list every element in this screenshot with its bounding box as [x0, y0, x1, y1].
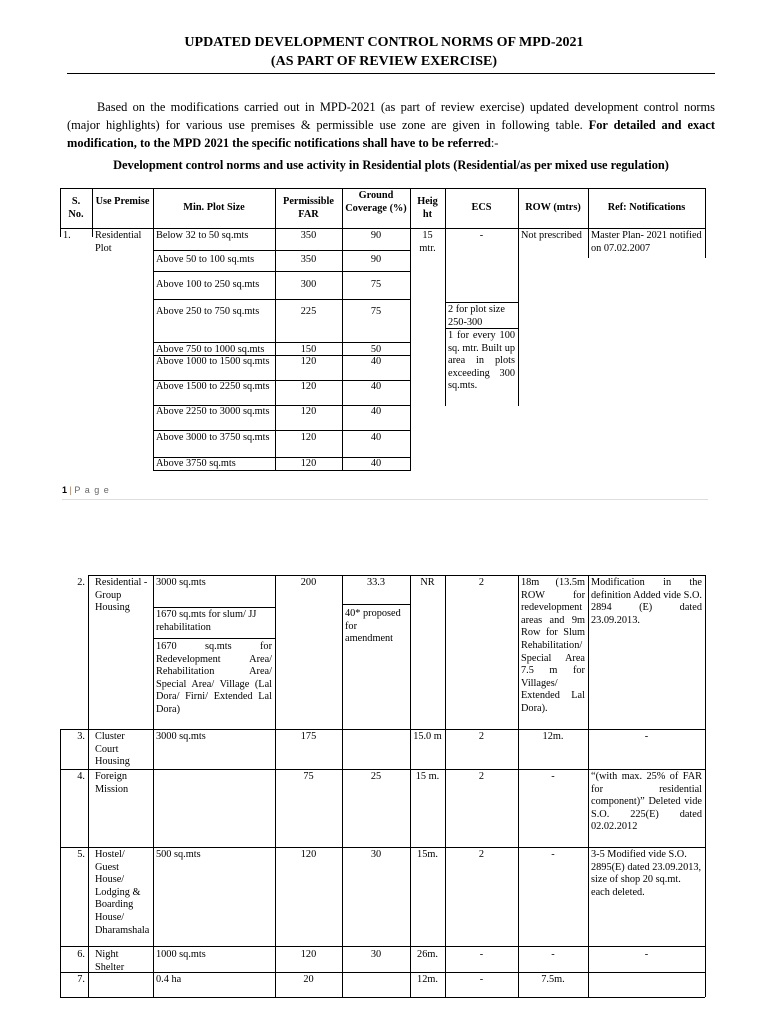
row3-use: Cluster Court Housing: [95, 731, 130, 768]
row1-far-4: 225: [300, 306, 317, 317]
row1-gc-8: 40: [370, 406, 382, 417]
row4-ref: “(with max. 25% of FAR for residential component)” Deleted vide S.O. 225(E) dated 02.02.2012: [591, 771, 702, 833]
row4-ecs: 2: [478, 771, 485, 782]
row1-far-9: 120: [300, 432, 317, 443]
row5-row: -: [551, 849, 555, 860]
row7-ref: [588, 973, 705, 975]
header-height: Heig ht: [417, 196, 438, 220]
row1-gc-9: 40: [370, 432, 382, 443]
row1-gc-1: 90: [370, 230, 382, 241]
row2-row: 18m (13.5m ROW for redevelopment areas and 9m Row for Slum Rehabilitation/ Special Area 7.5 m for Villages/ Extended Lal Dora).: [521, 577, 585, 714]
row7-use: [92, 973, 153, 975]
row1-plot-5: Above 750 to 1000 sq.mts: [156, 344, 265, 355]
row3-sno: 3.: [77, 731, 85, 742]
row7-height: 12m.: [417, 974, 438, 985]
row3-height: 15.0 m: [413, 731, 442, 742]
row1-row: Not prescribed: [521, 230, 582, 241]
row7-far: 20: [303, 974, 314, 985]
row4-sno: 4.: [77, 771, 85, 782]
page-footer: 1 | P a g e: [62, 485, 110, 495]
table-heading: Development control norms and use activity in Residential plots (Residential/as per mixed use regulation): [113, 158, 669, 172]
row4-height: 15 m.: [415, 771, 440, 782]
row1-sno: 1.: [63, 230, 71, 241]
row6-ecs: -: [479, 949, 484, 960]
row4-far: 75: [303, 771, 314, 782]
header-ref: Ref: Notifications: [607, 202, 686, 213]
row2-height: NR: [420, 577, 435, 588]
row3-row: 12m.: [542, 731, 564, 742]
header-far: Permissible FAR: [283, 196, 334, 220]
page-title: UPDATED DEVELOPMENT CONTROL NORMS OF MPD-2021: [184, 35, 584, 50]
row5-ref: 3-5 Modified vide S.O. 2895(E) dated 23.09.2013, size of shop 20 sq.mt. each deleted.: [591, 849, 702, 898]
row6-gc: 30: [370, 949, 382, 960]
row1-plot-8: Above 2250 to 3000 sq.mts: [156, 406, 270, 417]
row6-far: 120: [300, 949, 317, 960]
row4-gc: 25: [370, 771, 382, 782]
row2-plot-1: 3000 sq.mts: [156, 577, 206, 588]
row1-ecs-built-up: 1 for every 100 sq. mtr. Built up area in plots exceeding 300 sq.mts.: [448, 330, 515, 392]
row3-ref: -: [644, 731, 649, 742]
header-use-premise: Use Premise: [95, 196, 150, 207]
row7-gc: [342, 973, 410, 975]
row1-gc-3: 75: [370, 279, 382, 290]
row1-far-5: 150: [300, 344, 317, 355]
row5-ecs: 2: [478, 849, 485, 860]
row1-plot-6: Above 1000 to 1500 sq.mts: [156, 356, 270, 367]
intro-paragraph: Based on the modifications carried out in MPD-2021 (as part of review exercise) updated development control norms (major highlights) for various use premises & permissible use zone are given in following table. For detailed and exact modification, to the MPD 2021 the specific notifications shall have to be referred:-: [67, 100, 715, 150]
row5-gc: 30: [370, 849, 382, 860]
row3-far: 175: [300, 731, 317, 742]
row1-ref: Master Plan- 2021 notified on 07.02.2007: [591, 230, 702, 254]
row5-far: 120: [300, 849, 317, 860]
page-subtitle: (AS PART OF REVIEW EXERCISE): [270, 54, 498, 69]
row1-far-7: 120: [300, 381, 317, 392]
header-row: ROW (mtrs): [525, 202, 581, 213]
row1-far-2: 350: [300, 254, 317, 265]
row6-height: 26m.: [417, 949, 438, 960]
header-sno: S. No.: [68, 196, 84, 220]
row1-ecs: -: [479, 230, 484, 241]
row1-plot-9: Above 3000 to 3750 sq.mts: [156, 432, 270, 443]
row3-plot: 3000 sq.mts: [156, 731, 206, 742]
row1-plot-2: Above 50 to 100 sq.mts: [156, 254, 255, 265]
row1-height: 15 mtr.: [419, 230, 436, 254]
row1-gc-10: 40: [370, 458, 382, 469]
row1-gc-2: 90: [370, 254, 382, 265]
row7-sno: 7.: [77, 974, 85, 985]
row1-ecs-plot-size: 2 for plot size 250-300: [448, 304, 505, 328]
row7-row: 7.5m.: [541, 974, 565, 985]
row4-use: Foreign Mission: [95, 771, 129, 795]
row5-plot: 500 sq.mts: [156, 849, 201, 860]
row1-far-10: 120: [300, 458, 317, 469]
row7-ecs: -: [479, 974, 484, 985]
row1-plot-10: Above 3750 sq.mts: [156, 458, 236, 469]
row1-plot-7: Above 1500 to 2250 sq.mts: [156, 381, 270, 392]
row6-plot: 1000 sq.mts: [156, 949, 206, 960]
row1-far-3: 300: [300, 279, 317, 290]
row1-far-6: 120: [300, 356, 317, 367]
row1-far-1: 350: [300, 230, 317, 241]
row5-height: 15m.: [417, 849, 438, 860]
row1-gc-6: 40: [370, 356, 382, 367]
row1-gc-5: 50: [370, 344, 382, 355]
row5-sno: 5.: [77, 849, 85, 860]
row7-plot: 0.4 ha: [156, 974, 182, 985]
row2-plot-2: 1670 sq.mts for slum/ JJ rehabilitation: [156, 609, 257, 633]
row2-far: 200: [300, 577, 317, 588]
row4-plot: [153, 770, 275, 772]
header-plot-size: Min. Plot Size: [183, 202, 245, 213]
footer-rule: [62, 499, 708, 500]
row2-gc-amendment: 40* proposed for amendment: [345, 608, 401, 645]
row4-row: -: [551, 771, 555, 782]
row6-ref: -: [644, 949, 649, 960]
row1-gc-4: 75: [370, 306, 382, 317]
row2-ref: Modification in the definition Added vide S.O. 2894 (E) dated 23.09.2013.: [591, 577, 702, 626]
row1-plot-1: Below 32 to 50 sq.mts: [156, 230, 249, 241]
row1-far-8: 120: [300, 406, 317, 417]
row1-use: Residential Plot: [95, 230, 142, 254]
row3-ecs: 2: [478, 731, 485, 742]
header-ecs: ECS: [471, 202, 492, 213]
row3-gc: [342, 730, 410, 732]
header-ground-coverage: Ground Coverage (%): [345, 190, 407, 214]
row2-use: Residential - Group Housing: [95, 577, 148, 614]
row1-plot-4: Above 250 to 750 sq.mts: [156, 306, 260, 317]
row2-ecs: 2: [478, 577, 485, 588]
row2-plot-3: 1670 sq.mts for Redevelopment Area/ Rehabilitation Area/ Special Area/ Village (Lal Dora/ Firni/ Extended Lal Dora): [156, 641, 272, 715]
row2-sno: 2.: [77, 577, 85, 588]
title-rule: [67, 73, 715, 74]
row5-use: Hostel/ Guest House/ Lodging & Boarding House/ Dharamshala: [95, 849, 150, 936]
row6-sno: 6.: [77, 949, 85, 960]
row1-plot-3: Above 100 to 250 sq.mts: [156, 279, 260, 290]
row1-gc-7: 40: [370, 381, 382, 392]
row6-use: Night Shelter: [95, 949, 125, 973]
row6-row: -: [551, 949, 555, 960]
row2-gc: 33.3: [366, 577, 386, 588]
